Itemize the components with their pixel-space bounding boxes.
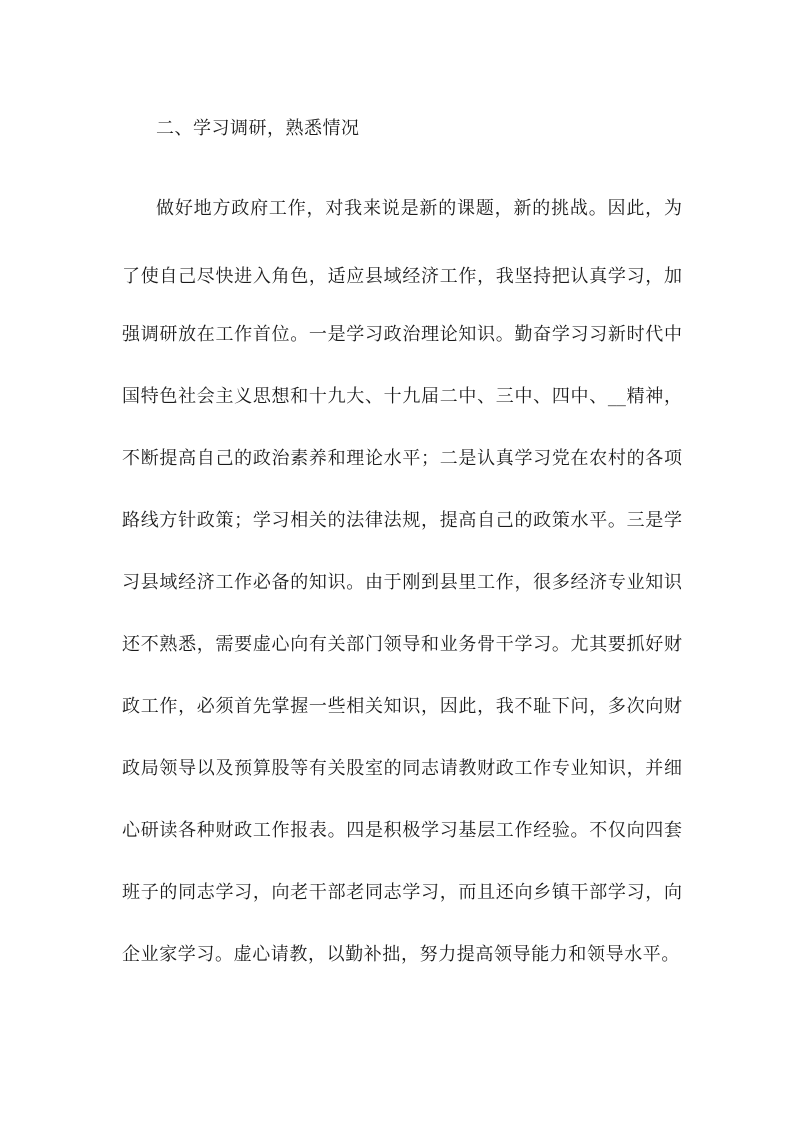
paragraph-line: 心研读各种财政工作报表。四是积极学习基层工作经验。不仅向四套	[122, 820, 682, 841]
paragraph-line: 班子的同志学习，向老干部老同志学习，而且还向乡镇干部学习，向	[122, 882, 682, 903]
paragraph-line: 还不熟悉，需要虚心向有关部门领导和业务骨干学习。尤其要抓好财	[122, 634, 682, 655]
paragraph-line: 习县域经济工作必备的知识。由于刚到县里工作，很多经济专业知识	[122, 572, 682, 593]
paragraph-line: 做好地方政府工作，对我来说是新的课题，新的挑战。因此，为	[156, 198, 682, 219]
paragraph-line: 路线方针政策；学习相关的法律法规，提高自己的政策水平。三是学	[122, 510, 682, 531]
paragraph-line: 国特色社会主义思想和十九大、十九届二中、三中、四中、__精神，	[122, 386, 682, 407]
section-heading: 二、学习调研，熟悉情况	[156, 118, 360, 139]
paragraph-line: 政局领导以及预算股等有关股室的同志请教财政工作专业知识，并细	[122, 758, 682, 779]
paragraph-line: 企业家学习。虚心请教，以勤补拙，努力提高领导能力和领导水平。	[122, 944, 680, 965]
paragraph-line: 强调研放在工作首位。一是学习政治理论知识。勤奋学习习新时代中	[122, 324, 682, 345]
paragraph-line: 不断提高自己的政治素养和理论水平；二是认真学习党在农村的各项	[122, 448, 682, 469]
paragraph-line: 政工作，必须首先掌握一些相关知识，因此，我不耻下问，多次向财	[122, 696, 682, 717]
paragraph-line: 了使自己尽快进入角色，适应县域经济工作，我坚持把认真学习，加	[122, 266, 682, 287]
